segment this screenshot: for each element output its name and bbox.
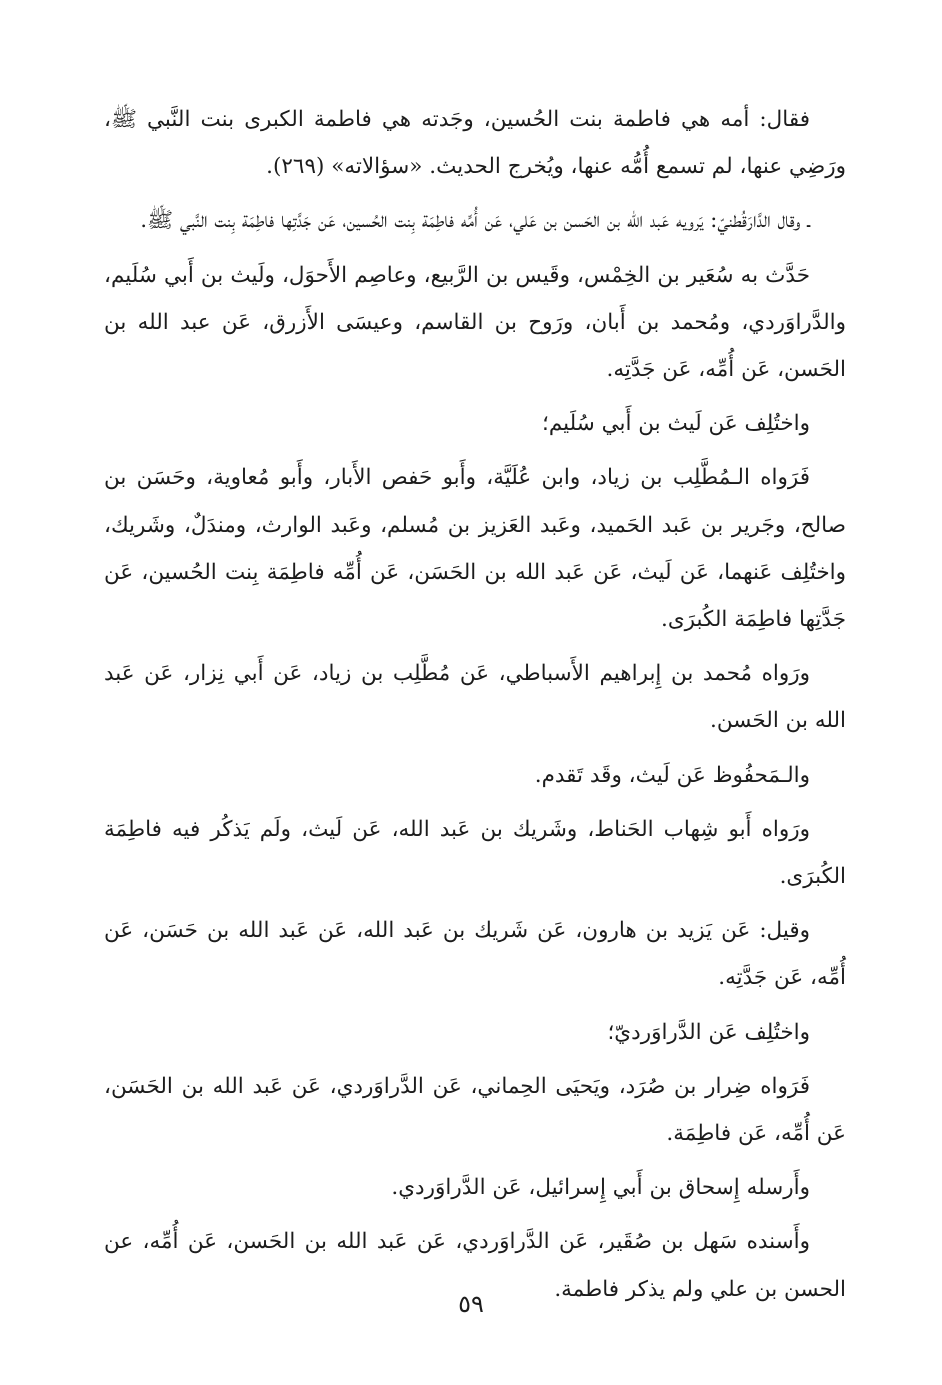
paragraph: ورَواه مُحمد بن إِبراهيم الأَسباطي، عَن مُطَّلِب بن زياد، عَن أَبي نِزار، عَن عَبد الله بن الحَسن. (104, 661, 846, 734)
paragraph: واختُلِف عَن لَيث بن أَبي سُلَيم؛ (541, 411, 810, 437)
paragraph: وأَسنده سَهل بن صُقَير، عَن الدَّراوَردي، عَن عَبد الله بن الحَسن، عَن أُمِّه، عن الحسن بن علي ولم يذكر فاطمة. (104, 1229, 846, 1302)
paragraph: وقيل: عَن يَزيد بن هارون، عَن شَريك بن عَبد الله، عَن عَبد الله بن حَسَن، عَن أُمِّه، عَن جَدَّتِه. (104, 918, 846, 991)
paragraph: والـمَحفُوظ عَن لَيث، وقَد تَقدم. (534, 762, 810, 788)
paragraph: ورَواه أَبو شِهاب الحَناط، وشَريك بن عَبد الله، عَن لَيث، ولَم يَذكُر فيه فاطِمَة الكُبرَى. (104, 816, 846, 890)
paragraph: حَدَّث به سُعَير بن الخِمْس، وقَيس بن الرَّبيع، وعاصِم الأَحوَل، ولَيث بن أَبي سُلَيم، والدَّراوَردي، ومُحمد بن أَبان، ورَوح بن القاسم، وعيسَى الأَزرق، عَن عبد الله بن الحَسن، عَن أُمِّه، عَن جَدَّتِه. (104, 262, 846, 383)
page-number: ٥٩ (458, 1290, 484, 1318)
paragraph: فقال: أمه هي فاطمة بنت الحُسين، وجَدته هي فاطمة الكبرى بنت النَّبي ﷺ، ورَضِي عنها، لم تسمع أُمُّه عنها، ويُخرج الحديث. «سؤالاته» (٢٦٩). (104, 107, 846, 180)
paragraph: فَرَواه الـمُطَّلِب بن زياد، وابن عُلَيَّة، وأَبو حَفص الأَبار، وأَبو مُعاوية، وحَسَن بن صالح، وجَرير بن عَبد الحَميد، وعَبد العَزيز بن مُسلم، وعَبد الوارث، ومندَلٌ، وشَريك، واختُلِف عَنهما، عَن لَيث، عَن عَبد الله بن الحَسَن، عَن أُمِّه فاطِمَة بِنت الحُسين، عَن جَدَّتِها فاطِمَة الكُبرَى. (104, 465, 846, 633)
paragraph: واختُلِف عَن الدَّراوَرديّ؛ (607, 1019, 810, 1045)
page-body (104, 96, 846, 1313)
paragraph: وأَرسله إِسحاق بن أَبي إِسرائيل، عَن الدَّراوَردي. (391, 1175, 810, 1201)
paragraph: ـ وقال الدَّارَقُطنيّ: يَرويه عَبد الله بن الحَسن بن عَلي، عَن أُمِّه فاطِمَة بِنت الحُسين، عَن جَدَّتِها فاطِمَة بِنت النَّبي ﷺ. (140, 208, 810, 234)
paragraph: فَرَواه ضِرار بن صُرَد، ويَحيَى الحِماني، عَن الدَّراوَردي، عَن عَبد الله بن الحَسَن، عَن أُمِّه، عَن فاطِمَة. (104, 1073, 846, 1147)
